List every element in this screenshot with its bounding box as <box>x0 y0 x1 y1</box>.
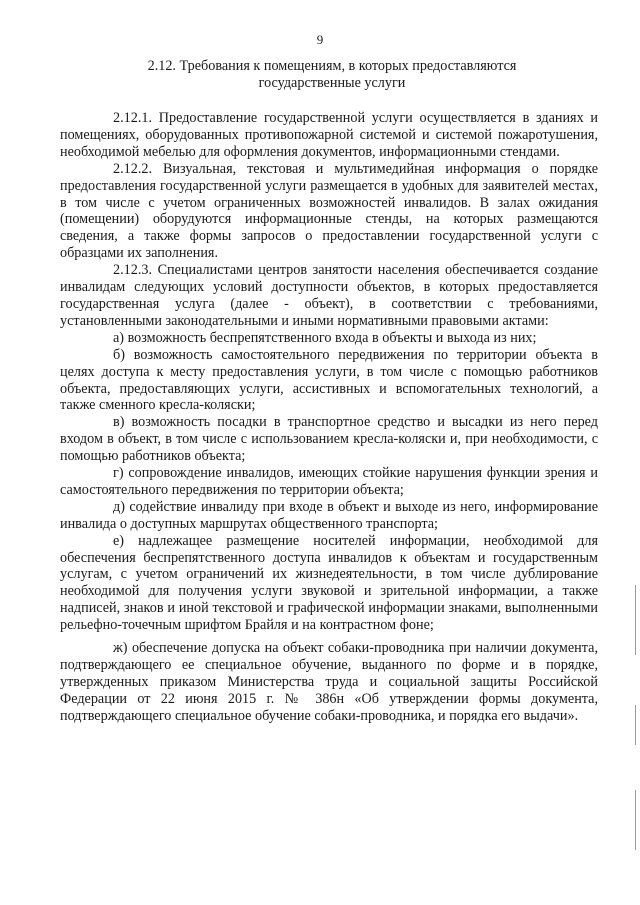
paragraph-2-12-1: 2.12.1. Предоставление государственной услуги осуществляется в зданиях и помещениях, оборудованных противопожарной системой и системой пожаротушения, необходимой мебелью для оформления документов, информационными стендами. <box>60 110 598 160</box>
list-item-g: г) сопровождение инвалидов, имеющих стойкие нарушения функции зрения и самостоятельного передвижения по территории объекта; <box>60 465 598 498</box>
page-number: 9 <box>316 32 324 47</box>
list-item-d: д) содействие инвалиду при входе в объект и выходе из него, информирование инвалида о доступных маршрутах общественного транспорта; <box>60 498 598 532</box>
list-item-b: б) возможность самостоятельного передвижения по территории объекта в целях доступа к месту предоставления услуги, в том числе с помощью работников объекта, предоставляющих услуги, ассистивных и вспомогательных технологий, а также сменного кресла-коляски; <box>60 346 598 414</box>
paragraph-2-12-2: 2.12.2. Визуальная, текстовая и мультимедийная информация о порядке предоставления государственной услуги размещается в удобных для заявителей местах, в том числе с учетом ограниченных возможностей инвалидов. В залах ожидания (помещении) оборудуются информационные стенды, на которых размещаются сведения, а также формы запросов о предоставлении государственной услуги с образцами их заполнения. <box>60 160 598 262</box>
section-title-line-2: государственные услуги <box>258 75 406 91</box>
list-item-zh: ж) обеспечение допуска на объект собаки-проводника при наличии документа, подтверждающего ее специальное обучение, выданного по форме и в порядке, утвержденных приказом Министерства труда и социальной защиты Российской Федерации от 22 июня 2015 г. № 386н «Об утверждении формы документа, подтверждающего специальное обучение собаки-проводника, и порядка его выдачи». <box>60 640 598 724</box>
section-title <box>120 58 544 92</box>
scan-edge-mark <box>635 790 636 850</box>
list-item-e: е) надлежащее размещение носителей информации, необходимой для обеспечения беспрепятственного доступа инвалидов к объектам и государственным услугам, с учетом ограничений их жизнедеятельности, в том числе дублирование необходимой для получения услуги звуковой и зрительной информации, а также надписей, знаков и иной текстовой и графической информации знаками, выполненными рельефно-точечным шрифтом Брайля и на контрастном фоне; <box>60 532 598 634</box>
list-item-a: а) возможность беспрепятственного входа в объекты и выхода из них; <box>113 329 537 346</box>
document-body <box>60 110 598 725</box>
paragraph-2-12-3: 2.12.3. Специалистами центров занятости населения обеспечивается создание инвалидам следующих условий доступности объектов, в которых предоставляется государственная услуга (далее - объект), в соответствии с требованиями, установленными законодательными и иными нормативными правовыми актами: <box>60 262 598 329</box>
section-title-line-1: 2.12. Требования к помещениям, в которых предоставляются <box>147 58 517 74</box>
scan-edge-mark <box>635 705 636 745</box>
list-item-v: в) возможность посадки в транспортное средство и высадки из него перед входом в объект, в том числе с использованием кресла-коляски и, при необходимости, с помощью работников объекта; <box>60 414 598 465</box>
scan-edge-mark <box>635 585 636 655</box>
